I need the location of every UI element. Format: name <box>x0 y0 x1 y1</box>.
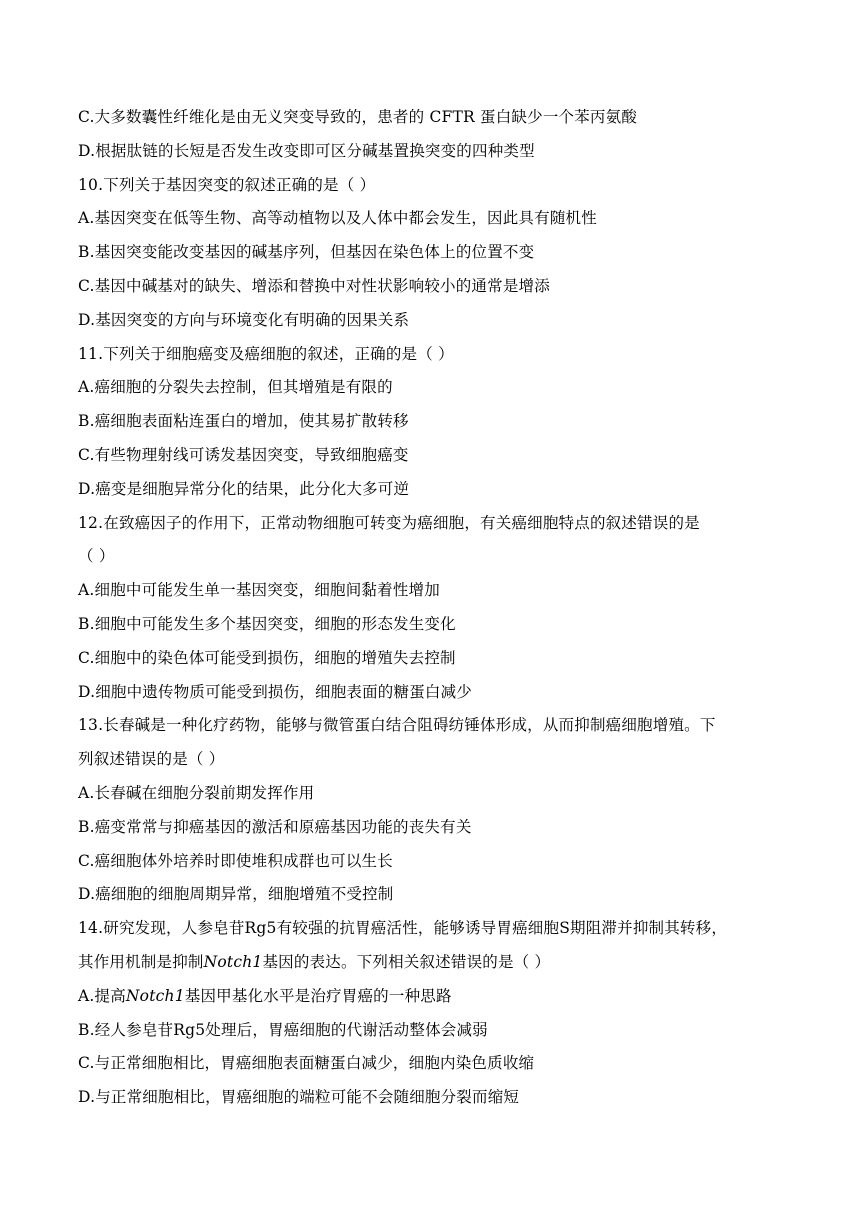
question-14-option-d: D.与正常细胞相比，胃癌细胞的端粒可能不会随细胞分裂而缩短 <box>78 1088 520 1107</box>
question-10-option-c: C.基因中碱基对的缺失、增添和替换中对性状影响较小的通常是增添 <box>78 276 550 295</box>
question-14-option-a-part-b: 基因甲基化水平是治疗胃癌的一种思路 <box>184 986 452 1005</box>
question-12-option-a: A.细胞中可能发生单一基因突变，细胞间黏着性增加 <box>78 581 440 600</box>
question-13-option-c: C.癌细胞体外培养时即使堆积成群也可以生长 <box>78 851 393 870</box>
question-14-stem-line-2-part-a: 其作用机制是抑制 <box>78 952 204 971</box>
question-14-stem-line-1: 14.研究发现，人参皂苷Rg5有较强的抗胃癌活性，能够诱导胃癌细胞S期阻滞并抑制其转移， <box>78 919 728 938</box>
question-11-option-a: A.癌细胞的分裂失去控制，但其增殖是有限的 <box>78 378 393 397</box>
question-11-option-b: B.癌细胞表面粘连蛋白的增加，使其易扩散转移 <box>78 412 409 431</box>
question-13-stem-line-1: 13.长春碱是一种化疗药物，能够与微管蛋白结合阻碍纺锤体形成，从而抑制癌细胞增殖。下 <box>78 716 716 735</box>
question-13-option-a: A.长春碱在细胞分裂前期发挥作用 <box>78 783 315 802</box>
question-14-option-b: B.经人参皂苷Rg5处理后，胃癌细胞的代谢活动整体会减弱 <box>78 1020 488 1039</box>
question-10-option-b: B.基因突变能改变基因的碱基序列，但基因在染色体上的位置不变 <box>78 243 535 262</box>
question-14-stem-line-2-part-b: 基因的表达。下列相关叙述错误的是（ ） <box>262 952 551 971</box>
question-12-option-c: C.细胞中的染色体可能受到损伤，细胞的增殖失去控制 <box>78 648 456 667</box>
question-10-stem: 10.下列关于基因突变的叙述正确的是（ ） <box>78 175 376 194</box>
question-14-option-c: C.与正常细胞相比，胃癌细胞表面糖蛋白减少，细胞内染色质收缩 <box>78 1054 535 1073</box>
question-13-stem-line-2: 列叙述错误的是（ ） <box>78 750 225 769</box>
question-12-stem-line-1: 12.在致癌因子的作用下，正常动物细胞可转变为癌细胞，有关癌细胞特点的叙述错误的是 <box>78 513 700 532</box>
question-11-stem: 11.下列关于细胞癌变及癌细胞的叙述，正确的是（ ） <box>78 344 454 363</box>
question-9-option-d: D.根据肽链的长短是否发生改变即可区分碱基置换突变的四种类型 <box>78 141 535 160</box>
question-12-option-b: B.细胞中可能发生多个基因突变，细胞的形态发生变化 <box>78 614 456 633</box>
question-14-stem-line-2 <box>78 946 778 980</box>
question-13-option-b: B.癌变常常与抑癌基因的激活和原癌基因功能的丧失有关 <box>78 817 472 836</box>
gene-name-notch1: Notch1 <box>125 986 185 1005</box>
document-body <box>78 101 778 1115</box>
gene-name-notch1: Notch1 <box>203 952 263 971</box>
question-11-option-c: C.有些物理射线可诱发基因突变，导致细胞癌变 <box>78 445 409 464</box>
question-10-option-a: A.基因突变在低等生物、高等动植物以及人体中都会发生，因此具有随机性 <box>78 209 597 228</box>
question-10-option-d: D.基因突变的方向与环境变化有明确的因果关系 <box>78 310 410 329</box>
question-12-option-d: D.细胞中遗传物质可能受到损伤，细胞表面的糖蛋白减少 <box>78 682 473 701</box>
question-14-option-a-part-a: A.提高 <box>78 986 126 1005</box>
question-11-option-d: D.癌变是细胞异常分化的结果，此分化大多可逆 <box>78 479 410 498</box>
question-14-option-a <box>78 980 778 1014</box>
question-13-option-d: D.癌细胞的细胞周期异常，细胞增殖不受控制 <box>78 885 394 904</box>
question-9-option-c: C.大多数囊性纤维化是由无义突变导致的，患者的 CFTR 蛋白缺少一个苯丙氨酸 <box>78 108 638 126</box>
question-12-stem-line-2: （ ） <box>78 547 115 566</box>
